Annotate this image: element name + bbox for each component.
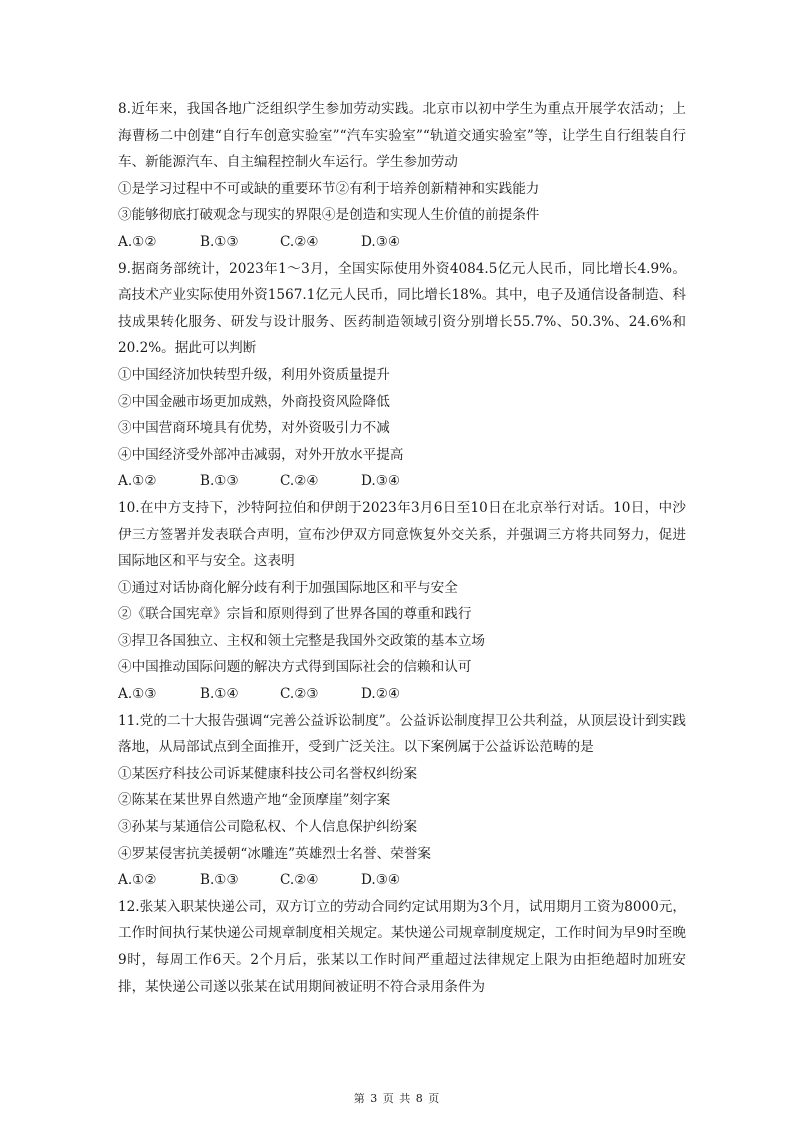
answer-choices <box>118 681 686 708</box>
option-line: ④罗某侵害抗美援朝“冰雕连”英雄烈士名誉、荣誉案 <box>118 845 431 862</box>
option-line: ③孙某与某通信公司隐私权、个人信息保护纠纷案 <box>118 819 418 836</box>
option-line: ④中国推动国际问题的解决方式得到国际社会的信赖和认可 <box>118 659 472 676</box>
question-11 <box>118 708 686 894</box>
question-stem: 10.在中方支持下，沙特阿拉伯和伊朗于2023年3月6日至10日在北京举行对话。10日，中沙伊三方签署并发表联合声明，宣布沙伊双方同意恢复外交关系，并强调三方将共同努力，促进国际地区和平与安全。这表明 <box>118 499 686 570</box>
choice-d: D.③④ <box>361 233 401 250</box>
page-content <box>118 96 686 1000</box>
option-line: ③能够彻底打破观念与现实的界限④是创造和实现人生价值的前提条件 <box>118 207 540 224</box>
choice-c: C.②④ <box>280 872 319 889</box>
option-line: ①通过对话协商化解分歧有利于加强国际地区和平与安全 <box>118 579 458 596</box>
choice-d: D.③④ <box>361 872 401 889</box>
option-line: ③捍卫各国独立、主权和领土完整是我国外交政策的基本立场 <box>118 632 486 649</box>
option-line: ①某医疗科技公司诉某健康科技公司名誉权纠纷案 <box>118 765 418 782</box>
question-stem: 11.党的二十大报告强调“完善公益诉讼制度”。公益诉讼制度捍卫公共利益，从顶层设计到实践落地，从局部试点到全面推开，受到广泛关注。以下案例属于公益诉讼范畴的是 <box>118 712 686 756</box>
choice-a: A.①② <box>118 473 157 490</box>
choice-d: D.③④ <box>361 473 401 490</box>
choice-b: B.①③ <box>200 872 239 889</box>
question-12 <box>118 894 686 1000</box>
option-line: ③中国营商环境具有优势，对外资吸引力不减 <box>118 420 390 437</box>
option-line: ④中国经济受外部冲击减弱，对外开放水平提高 <box>118 446 404 463</box>
choice-c: C.②④ <box>280 473 319 490</box>
page-footer: 第 3 页 共 8 页 <box>353 1092 441 1105</box>
choice-a: A.①② <box>118 233 157 250</box>
choice-b: B.①③ <box>200 233 239 250</box>
answer-choices <box>118 229 686 256</box>
answer-choices <box>118 468 686 495</box>
question-stem: 8.近年来，我国各地广泛组织学生参加劳动实践。北京市以初中学生为重点开展学农活动；上海曹杨二中创建“自行车创意实验室”“汽车实验室”“轨道交通实验室”等，让学生自行组装自行车、新能源汽车、自主编程控制火车运行。学生参加劳动 <box>118 101 686 171</box>
choice-a: A.①② <box>118 872 157 889</box>
choice-c: C.②④ <box>280 233 319 250</box>
choice-d: D.②④ <box>361 686 401 703</box>
question-stem: 12.张某入职某快递公司，双方订立的劳动合同约定试用期为3个月，试用期月工资为8000元，工作时间执行某快递公司规章制度相关规定。某快递公司规章制度规定，工作时间为早9时至晚9时，每周工作6天。2个月后，张某以工作时间严重超过法律规定上限为由拒绝超时加班安排，某快递公司遂以张某在试用期间被证明不符合录用条件为 <box>118 898 686 995</box>
option-line: ②中国金融市场更加成熟，外商投资风险降低 <box>118 393 390 410</box>
option-line: ①中国经济加快转型升级，利用外资质量提升 <box>118 366 390 383</box>
question-8 <box>118 96 686 256</box>
question-10 <box>118 495 686 708</box>
choice-b: B.①③ <box>200 473 239 490</box>
option-line: ①是学习过程中不可或缺的重要环节②有利于培养创新精神和实践能力 <box>118 180 540 197</box>
question-9 <box>118 256 686 495</box>
answer-choices <box>118 867 686 894</box>
choice-c: C.②③ <box>280 686 319 703</box>
choice-a: A.①③ <box>118 686 157 703</box>
choice-b: B.①④ <box>200 686 239 703</box>
question-stem: 9.据商务部统计，2023年1～3月，全国实际使用外资4084.5亿元人民币，同比增长4.9%。高技术产业实际使用外资1567.1亿元人民币，同比增长18%。其中，电子及通信设备制造、科技成果转化服务、研发与设计服务、医药制造领域引资分别增长55.7%、50.3%、24.6%和20.2%。据此可以判断 <box>118 260 686 357</box>
option-line: ②陈某在某世界自然遗产地“金顶摩崖”刻字案 <box>118 792 391 809</box>
option-line: ②《联合国宪章》宗旨和原则得到了世界各国的尊重和践行 <box>118 606 472 623</box>
